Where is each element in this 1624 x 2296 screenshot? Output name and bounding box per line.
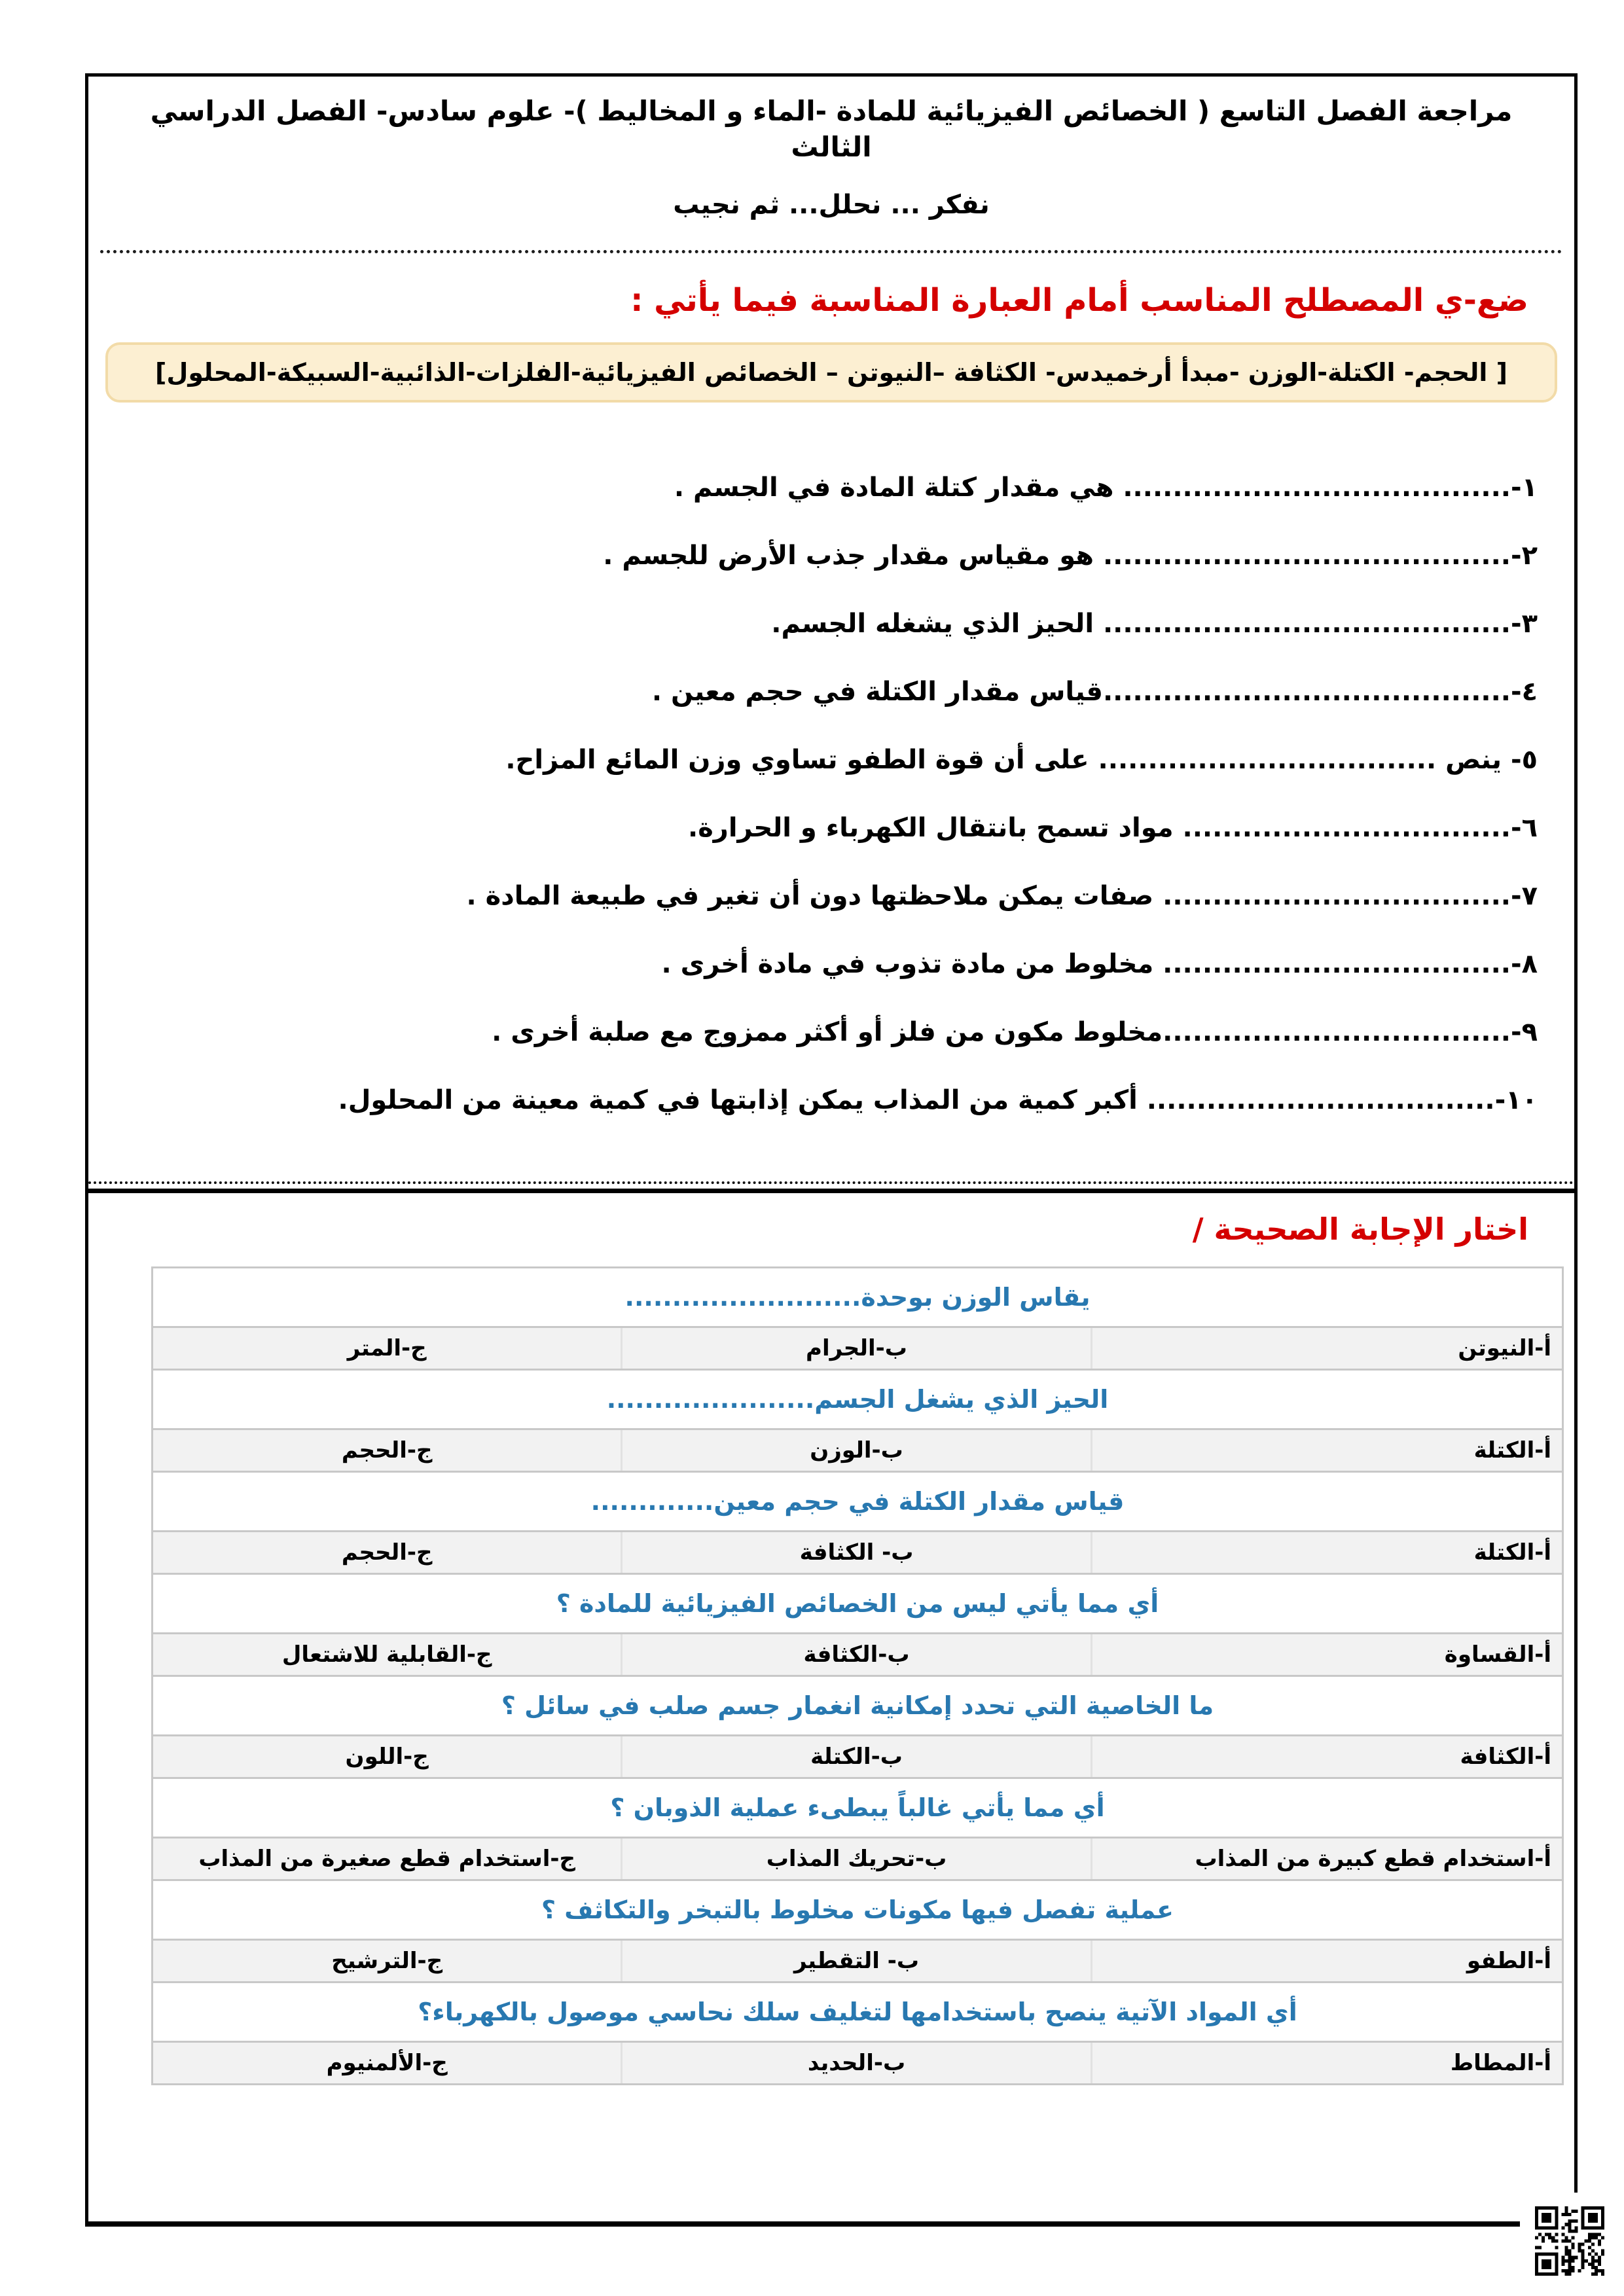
mcq-option-c: ج-الألمنيوم — [153, 2043, 623, 2083]
fill-item: ٣-......................................... الحيز الذي يشغله الجسم. — [771, 609, 1538, 639]
mcq-option-c: ج-الحجم — [153, 1532, 623, 1573]
mcq-answer-row — [153, 1328, 1562, 1371]
fill-section-title: ضع-ي المصطلح المناسب أمام العبارة المناسبة فيما يأتي : — [630, 282, 1528, 319]
mcq-option-a: أ-الطفو — [1466, 1948, 1551, 1975]
mcq-option-b: ب-الكثافة — [623, 1634, 1092, 1675]
mcq-option-a: أ-المطاط — [1450, 2050, 1551, 2077]
mcq-answer-row — [153, 1634, 1562, 1677]
mcq-option-b: ب-الكتلة — [623, 1736, 1092, 1777]
worksheet-subtitle: نفكر ... نحلل... ثم نجيب — [673, 190, 990, 221]
mcq-option-c: ج-القابلية للاشتعال — [153, 1634, 623, 1675]
fill-item: ٩-...................................مخلوط مكون من فلز أو أكثر ممزوج مع صلبة أخرى . — [492, 1017, 1538, 1048]
term-bank: [ الحجم- الكتلة-الوزن -مبدأ أرخميدس- الكثافة –النيوتن – الخصائص الفيزيائية-الفلزات-الذائبية-السبيكة-المحلول] — [105, 342, 1557, 403]
mcq-option-b: ب-الوزن — [623, 1430, 1092, 1471]
mcq-answer-row — [153, 1941, 1562, 1983]
fill-item: ٦-................................. مواد تسمح بانتقال الكهرباء و الحرارة. — [688, 813, 1538, 844]
mcq-answer-row — [153, 2043, 1562, 2083]
mcq-option-b: ب- الكثافة — [623, 1532, 1092, 1573]
mcq-option-c: ج-استخدام قطع صغيرة من المذاب — [153, 1839, 623, 1879]
mcq-option-c: ج-الحجم — [153, 1430, 623, 1471]
mcq-option-a: أ-النيوتن — [1458, 1335, 1551, 1362]
mcq-question: يقاس الوزن بوحدة......................... — [153, 1268, 1562, 1328]
mcq-answer-row — [153, 1839, 1562, 1881]
fill-item: ٢-......................................... هو مقياس مقدار جذب الأرض للجسم . — [603, 541, 1538, 571]
mcq-option-a: أ-القساوة — [1444, 1641, 1551, 1668]
mcq-option-c: ج-الترشيح — [153, 1941, 623, 1981]
mcq-option-b: ب-الجرام — [623, 1328, 1092, 1369]
mcq-option-c: ج-اللون — [153, 1736, 623, 1777]
section-divider — [88, 1181, 1574, 1193]
mcq-option-a: أ-استخدام قطع كبيرة من المذاب — [1195, 1846, 1551, 1873]
mcq-question: أي مما يأتي ليس من الخصائص الفيزيائية للمادة ؟ — [153, 1575, 1562, 1634]
mcq-option-a: أ-الكتلة — [1473, 1539, 1551, 1566]
header-divider — [100, 250, 1562, 253]
fill-item: ٧-................................... صفات يمكن ملاحظتها دون أن تغير في طبيعة المادة . — [466, 881, 1538, 912]
mcq-section-title: اختار الإجابة الصحيحة / — [1192, 1211, 1528, 1247]
worksheet-title: مراجعة الفصل التاسع ( الخصائص الفيزيائية للمادة -الماء و المخاليط )- علوم سادس- الفصل الدراسي الثالث — [150, 95, 1513, 163]
fill-list — [88, 454, 1574, 1134]
mcq-answer-row — [153, 1532, 1562, 1575]
mcq-answer-row — [153, 1430, 1562, 1473]
fill-item: ١-....................................... هي مقدار كتلة المادة في الجسم . — [674, 473, 1538, 503]
fill-item: ١٠-................................... أكبر كمية من المذاب يمكن إذابتها في كمية معينة من المحلول. — [338, 1085, 1538, 1116]
content-frame — [85, 73, 1578, 2227]
mcq-option-b: ب- التقطير — [623, 1941, 1092, 1981]
mcq-option-b: ب-تحريك المذاب — [623, 1839, 1092, 1879]
mcq-table — [151, 1266, 1564, 2085]
fill-item: ٨-................................... مخلوط من مادة تذوب في مادة أخرى . — [661, 949, 1538, 980]
mcq-question: أي المواد الآتية ينصح باستخدامها لتغليف سلك نحاسي موصول بالكهرباء؟ — [153, 1983, 1562, 2043]
fill-item: ٥- ينص .................................. على أن قوة الطفو تساوي وزن المائع المزاح. — [505, 745, 1538, 776]
fill-item: ٤-.........................................قياس مقدار الكتلة في حجم معين . — [651, 677, 1538, 708]
mcq-option-a: أ-الكثافة — [1460, 1744, 1551, 1770]
mcq-question: عملية تفصل فيها مكونات مخلوط بالتبخر والتكاثف ؟ — [153, 1881, 1562, 1941]
qr-code-icon — [1520, 2193, 1619, 2289]
mcq-question: ما الخاصية التي تحدد إمكانية انغمار جسم صلب في سائل ؟ — [153, 1677, 1562, 1736]
mcq-option-c: ج-المتر — [153, 1328, 623, 1369]
mcq-option-a: أ-الكتلة — [1473, 1437, 1551, 1464]
mcq-option-b: ب-الحديد — [623, 2043, 1092, 2083]
mcq-answer-row — [153, 1736, 1562, 1779]
mcq-question: قياس مقدار الكتلة في حجم معين............. — [153, 1473, 1562, 1532]
mcq-question: الحيز الذي يشغل الجسم...................... — [153, 1371, 1562, 1430]
mcq-question: أي مما يأتي غالباً يبطىء عملية الذوبان ؟ — [153, 1779, 1562, 1839]
